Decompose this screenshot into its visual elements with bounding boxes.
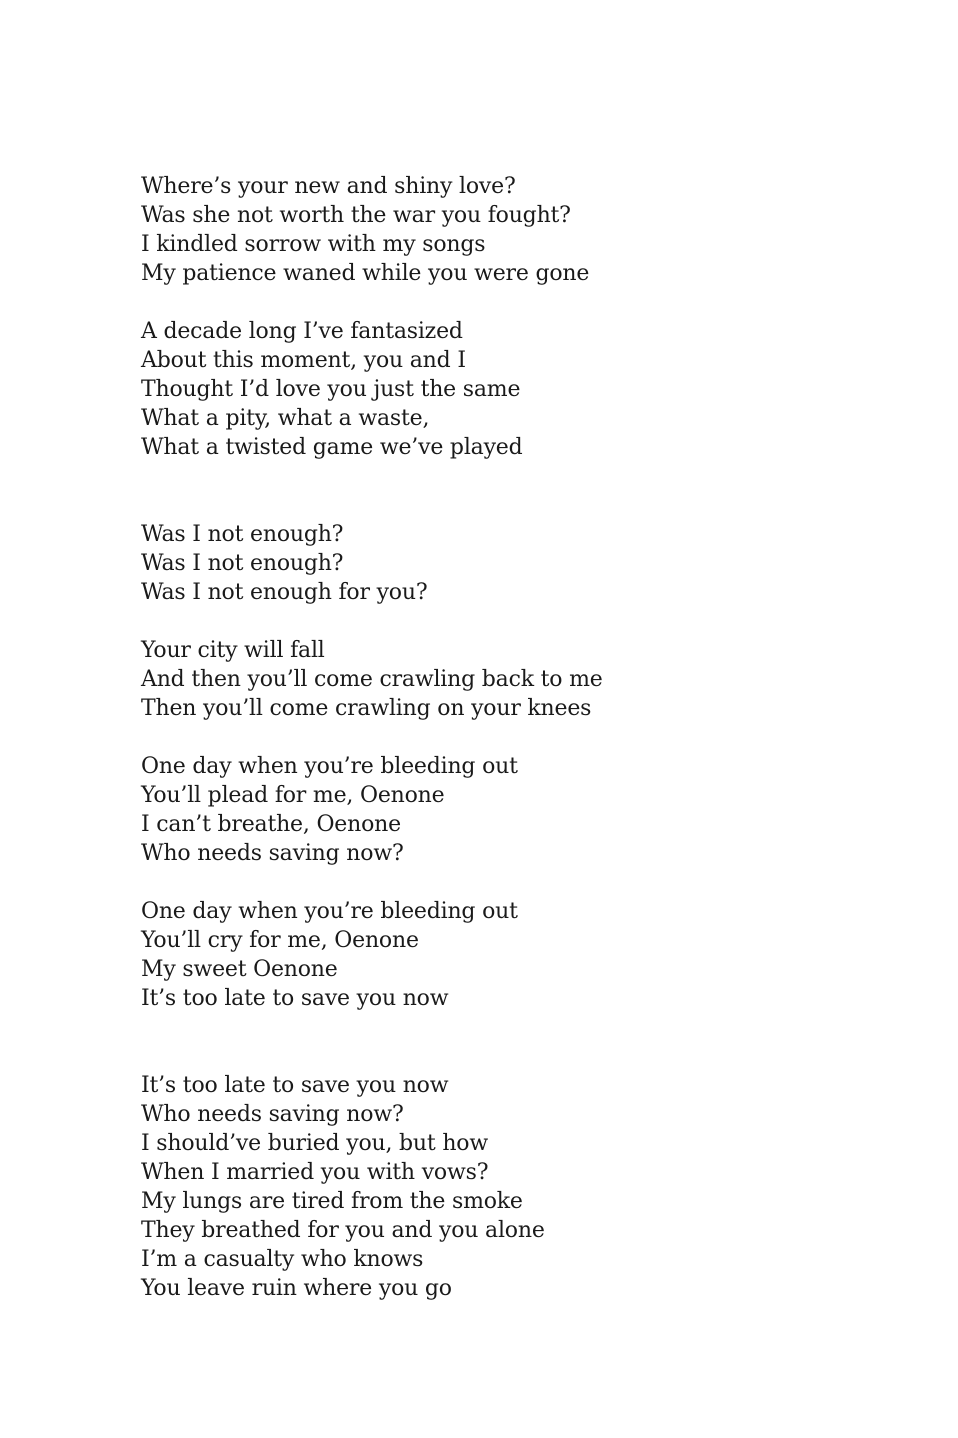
poem-line: Was she not worth the war you fought? [141,203,571,228]
poem-line: Who needs saving now? [141,841,404,866]
stanza-gap [141,723,921,752]
poem-line: Was I not enough for you? [141,580,428,605]
stanza-4 [141,636,921,723]
poem-line: You’ll cry for me, Oenone [141,928,419,953]
poem-line: A decade long I’ve fantasized [141,319,463,344]
stanza-1 [141,172,921,288]
stanza-gap [141,288,921,317]
poem-line: Then you’ll come crawling on your knees [141,696,592,721]
poem-line: I’m a casualty who knows [141,1247,424,1272]
poem-line: Who needs saving now? [141,1102,404,1127]
poem-line: It’s too late to save you now [141,986,449,1011]
poem-line: Your city will fall [141,638,325,663]
section-gap [141,1013,921,1071]
poem-line: You leave ruin where you go [141,1276,452,1301]
poem-line: What a pity, what a waste, [141,406,430,431]
stanza-gap [141,607,921,636]
poem-line: My patience waned while you were gone [141,261,590,286]
poem-line: And then you’ll come crawling back to me [141,667,603,692]
poem-line: I can’t breathe, Oenone [141,812,401,837]
poem-line: You’ll plead for me, Oenone [141,783,445,808]
stanza-5 [141,752,921,868]
poem-line: One day when you’re bleeding out [141,899,518,924]
poem-line: Was I not enough? [141,522,344,547]
poem-line: About this moment, you and I [141,348,466,373]
stanza-3 [141,520,921,607]
poem-line: I should’ve buried you, but how [141,1131,488,1156]
stanza-7 [141,1071,921,1303]
poem-body [141,172,921,1303]
poem-line: When I married you with vows? [141,1160,489,1185]
section-gap [141,462,921,520]
stanza-6 [141,897,921,1013]
poem-line: Was I not enough? [141,551,344,576]
poem-line: My sweet Oenone [141,957,338,982]
poem-line: Thought I’d love you just the same [141,377,521,402]
stanza-gap [141,868,921,897]
poem-line: I kindled sorrow with my songs [141,232,486,257]
poem-line: It’s too late to save you now [141,1073,449,1098]
poem-line: One day when you’re bleeding out [141,754,518,779]
poem-line: What a twisted game we’ve played [141,435,523,460]
stanza-2 [141,317,921,462]
poem-line: They breathed for you and you alone [141,1218,545,1243]
poem-line: My lungs are tired from the smoke [141,1189,523,1214]
poem-line: Where’s your new and shiny love? [141,174,516,199]
